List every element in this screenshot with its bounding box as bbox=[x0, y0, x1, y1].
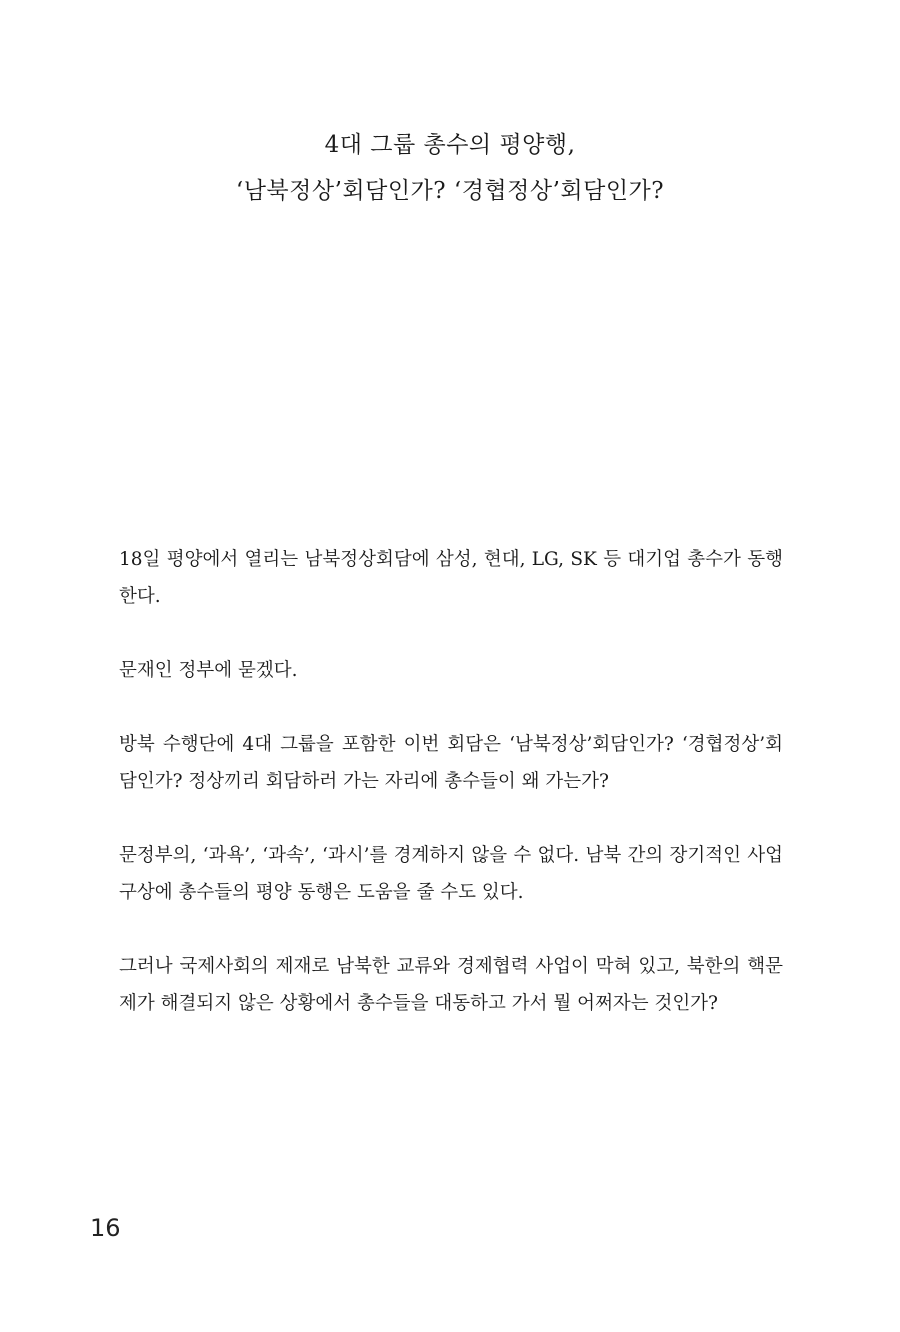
paragraph: 그러나 국제사회의 제재로 남북한 교류와 경제협력 사업이 막혀 있고, 북한의 핵문제가 해결되지 않은 상황에서 총수들을 대동하고 가서 뭘 어쩌자는 것인가? bbox=[119, 956, 783, 1014]
page-title bbox=[0, 122, 900, 214]
paragraph: 문정부의, ‘과욕’, ‘과속’, ‘과시’를 경계하지 않을 수 없다. 남북 간의 장기적인 사업구상에 총수들의 평양 동행은 도움을 줄 수도 있다. bbox=[119, 845, 783, 903]
title-line-1: 4대 그룹 총수의 평양행, bbox=[324, 132, 576, 158]
body-text bbox=[119, 541, 783, 1059]
title-line-2: ‘남북정상’회담인가? ‘경협정상’회담인가? bbox=[235, 178, 665, 204]
paragraph: 18일 평양에서 열리는 남북정상회담에 삼성, 현대, LG, SK 등 대기업 총수가 동행한다. bbox=[119, 549, 783, 607]
paragraph: 문재인 정부에 묻겠다. bbox=[119, 660, 298, 681]
paragraph: 방북 수행단에 4대 그룹을 포함한 이번 회담은 ‘남북정상’회담인가? ‘경협정상’회담인가? 정상끼리 회담하러 가는 자리에 총수들이 왜 가는가? bbox=[119, 734, 783, 792]
page-number: 16 bbox=[90, 1214, 121, 1242]
